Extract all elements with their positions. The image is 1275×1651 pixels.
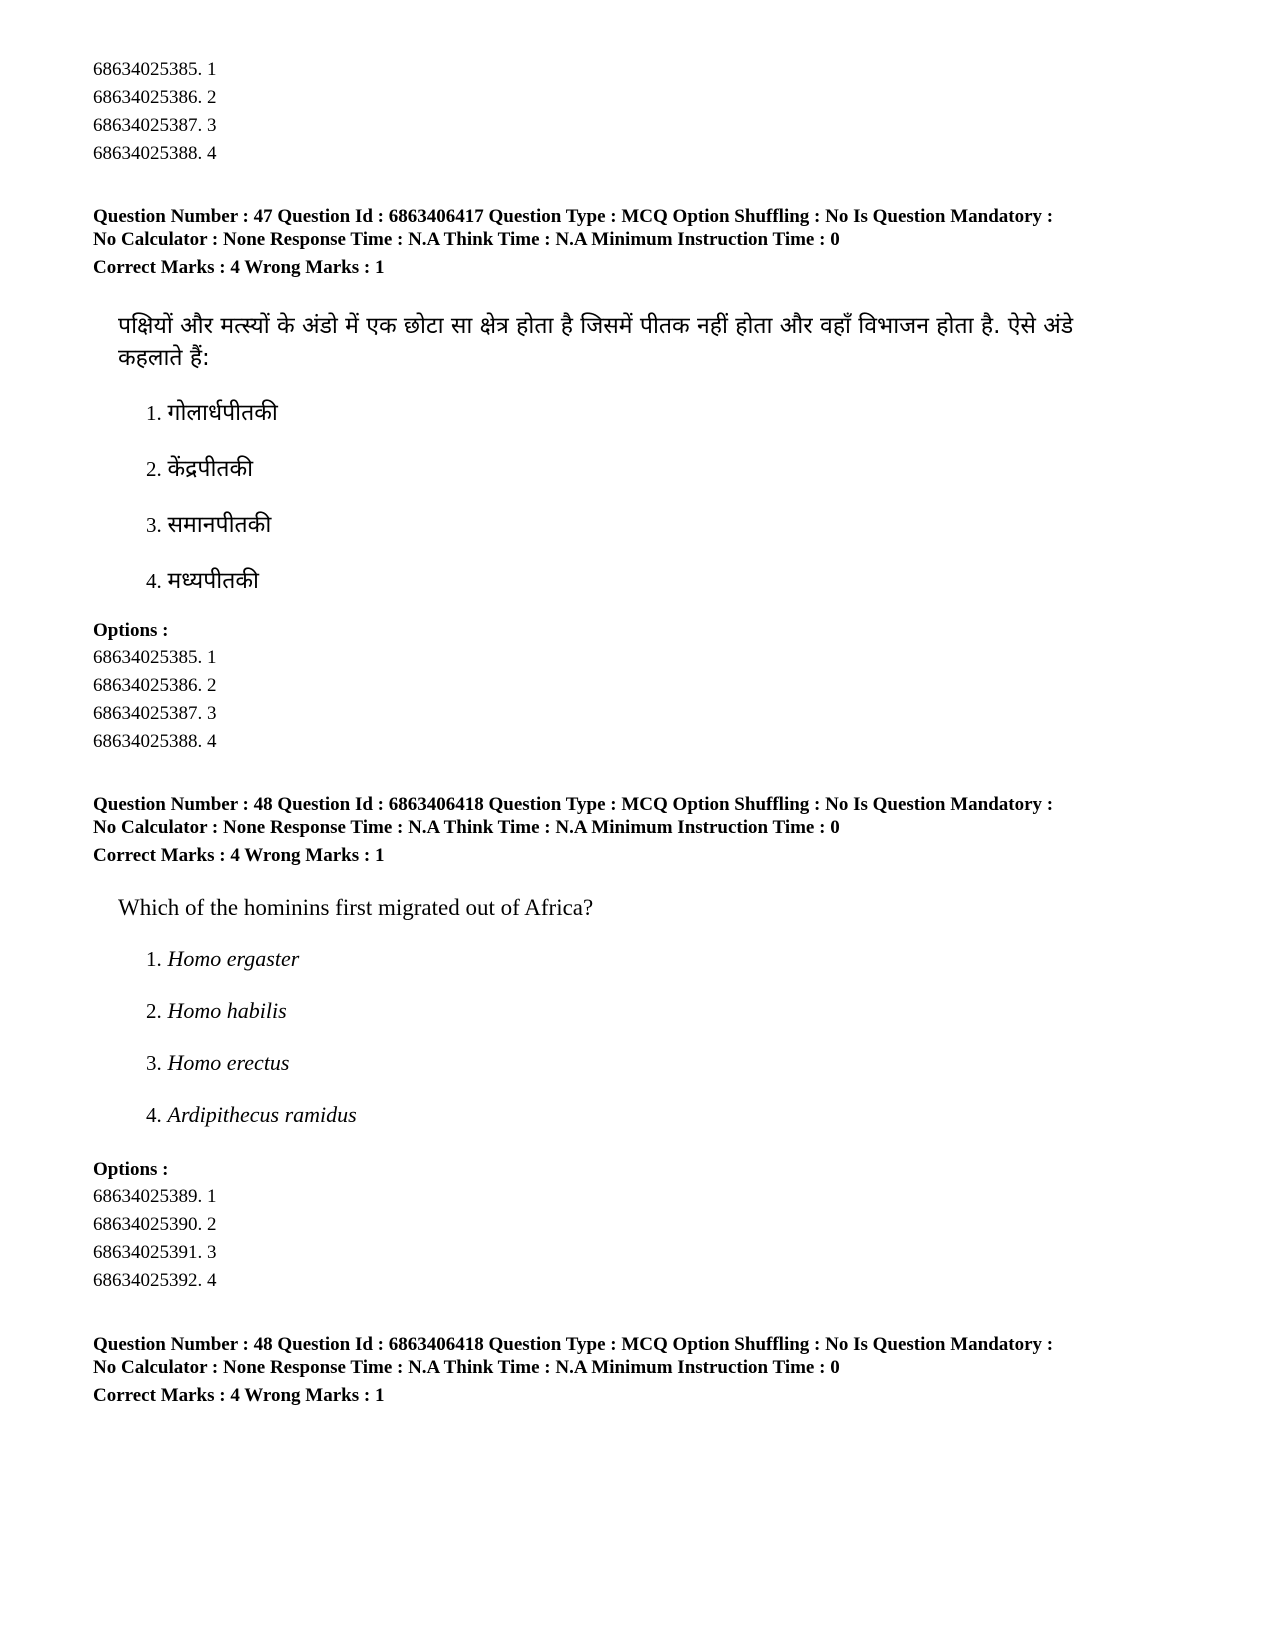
option-line: 68634025386. 2 <box>93 87 217 108</box>
option-line: 68634025389. 1 <box>93 1186 217 1207</box>
choice-3 <box>146 1048 290 1078</box>
choice-2 <box>146 996 287 1026</box>
choice-number: 3. <box>146 1051 162 1075</box>
choice-number: 4. <box>146 569 162 593</box>
option-line: 68634025392. 4 <box>93 1270 217 1291</box>
question-marks: Correct Marks : 4 Wrong Marks : 1 <box>93 257 385 278</box>
choice-number: 3. <box>146 513 162 537</box>
question-text-line2: कहलाते हैं: <box>118 345 210 371</box>
option-line: 68634025385. 1 <box>93 647 217 668</box>
choice-number: 1. <box>146 947 162 971</box>
choice-number: 1. <box>146 401 162 425</box>
choice-text: Homo ergaster <box>167 946 300 971</box>
choice-text: समानपीतकी <box>167 512 272 538</box>
question-meta-line2: No Calculator : None Response Time : N.A Think Time : N.A Minimum Instruction Time : 0 <box>93 229 840 250</box>
option-line: 68634025385. 1 <box>93 59 217 80</box>
choice-text: केंद्रपीतकी <box>167 456 254 482</box>
option-line: 68634025388. 4 <box>93 731 217 752</box>
question-meta-line1: Question Number : 48 Question Id : 6863406418 Question Type : MCQ Option Shuffling : No Is Question Mandatory : <box>93 1334 1054 1355</box>
options-label: Options : <box>93 620 169 641</box>
choice-1 <box>146 944 299 974</box>
question-text: Which of the hominins first migrated out of Africa? <box>118 895 594 920</box>
question-meta-line1: Question Number : 47 Question Id : 6863406417 Question Type : MCQ Option Shuffling : No Is Question Mandatory : <box>93 206 1054 227</box>
choice-4 <box>146 566 259 596</box>
option-line: 68634025386. 2 <box>93 675 217 696</box>
choice-text: Homo habilis <box>167 998 287 1023</box>
choice-1 <box>146 398 278 428</box>
choice-number: 2. <box>146 457 162 481</box>
option-line: 68634025387. 3 <box>93 115 217 136</box>
choice-text: Ardipithecus ramidus <box>167 1102 357 1127</box>
choice-2 <box>146 454 253 484</box>
question-meta-line2: No Calculator : None Response Time : N.A Think Time : N.A Minimum Instruction Time : 0 <box>93 1357 840 1378</box>
choice-text: Homo erectus <box>167 1050 290 1075</box>
option-line: 68634025391. 3 <box>93 1242 217 1263</box>
choice-text: मध्यपीतकी <box>167 568 259 594</box>
question-meta-line2: No Calculator : None Response Time : N.A Think Time : N.A Minimum Instruction Time : 0 <box>93 817 840 838</box>
question-marks: Correct Marks : 4 Wrong Marks : 1 <box>93 845 385 866</box>
choice-number: 2. <box>146 999 162 1023</box>
choice-4 <box>146 1100 357 1130</box>
question-meta-line1: Question Number : 48 Question Id : 6863406418 Question Type : MCQ Option Shuffling : No Is Question Mandatory : <box>93 794 1054 815</box>
question-marks: Correct Marks : 4 Wrong Marks : 1 <box>93 1385 385 1406</box>
option-line: 68634025390. 2 <box>93 1214 217 1235</box>
option-line: 68634025388. 4 <box>93 143 217 164</box>
choice-text: गोलार्धपीतकी <box>167 400 278 426</box>
choice-number: 4. <box>146 1103 162 1127</box>
question-text-line1: पक्षियों और मत्स्यों के अंडो में एक छोटा सा क्षेत्र होता है जिसमें पीतक नहीं होता और वहाँ विभाजन होता है. ऐसे अंडे <box>118 313 1074 339</box>
options-label: Options : <box>93 1159 169 1180</box>
option-line: 68634025387. 3 <box>93 703 217 724</box>
choice-3 <box>146 510 271 540</box>
